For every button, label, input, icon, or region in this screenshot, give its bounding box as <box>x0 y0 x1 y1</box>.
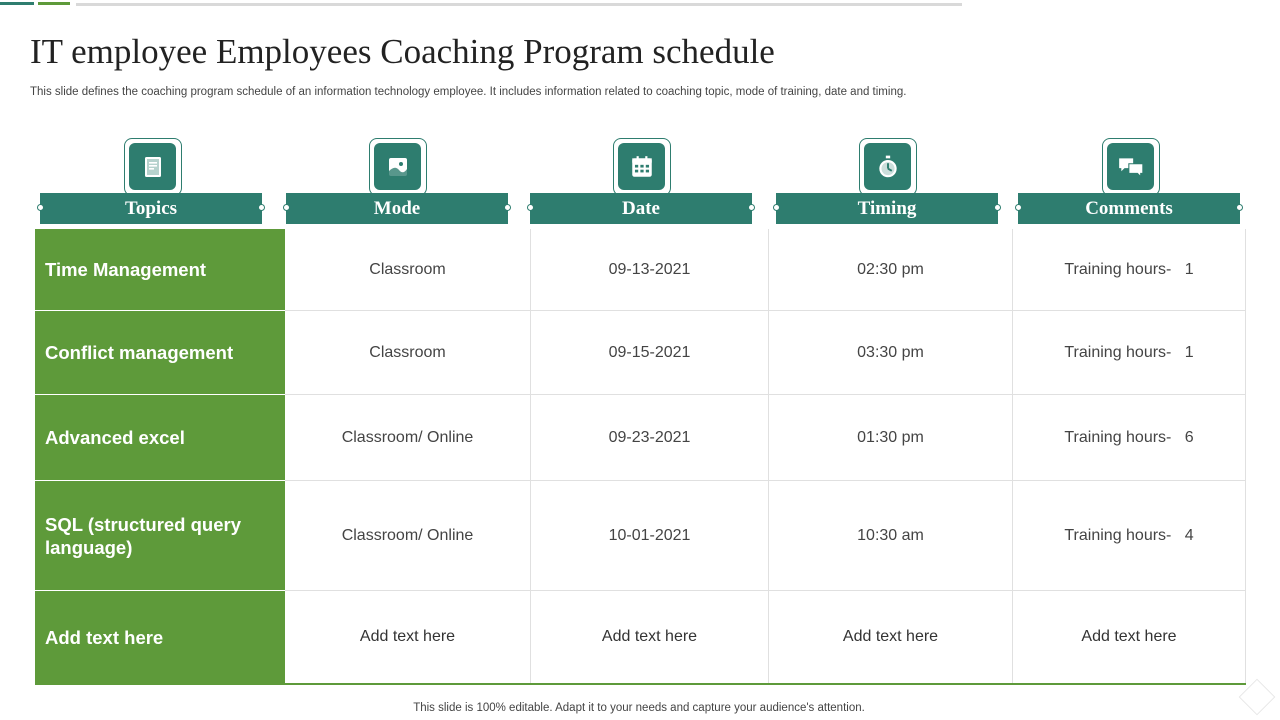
band-dot-right <box>748 204 755 211</box>
band-dot-left <box>773 204 780 211</box>
band-dot-left <box>283 204 290 211</box>
mode-cell: Classroom/ Online <box>285 481 531 591</box>
comment-cell: Training hours- 4 <box>1013 481 1246 591</box>
timing-cell: 02:30 pm <box>769 229 1013 311</box>
calendar-icon <box>618 143 665 190</box>
image-frame-icon <box>374 143 421 190</box>
comment-cell: Add text here <box>1013 591 1246 683</box>
timing-cell: 03:30 pm <box>769 311 1013 395</box>
timing-cell: 01:30 pm <box>769 395 1013 481</box>
column-label-comments: Comments <box>1018 193 1240 224</box>
band-dot-right <box>258 204 265 211</box>
column-label-mode: Mode <box>286 193 508 224</box>
date-cell: Add text here <box>531 591 769 683</box>
band-dot-left <box>1015 204 1022 211</box>
column-label-timing: Timing <box>776 193 998 224</box>
date-cell: 09-13-2021 <box>531 229 769 311</box>
table-row <box>35 591 1246 683</box>
column-header-comments <box>1018 138 1242 226</box>
date-cell: 09-15-2021 <box>531 311 769 395</box>
accent-segment-gray <box>76 3 962 6</box>
date-icon-frame <box>613 138 671 196</box>
table-row <box>35 229 1246 311</box>
slide-footer: This slide is 100% editable. Adapt it to your needs and capture your audience's attention. <box>413 702 865 714</box>
mode-cell: Classroom <box>285 229 531 311</box>
date-cell: 10-01-2021 <box>531 481 769 591</box>
column-header-mode <box>286 138 510 226</box>
comment-cell: Training hours- 6 <box>1013 395 1246 481</box>
date-cell: 09-23-2021 <box>531 395 769 481</box>
top-accent-bar <box>0 0 1280 6</box>
mode-cell: Classroom <box>285 311 531 395</box>
band-dot-right <box>1236 204 1243 211</box>
comments-icon-frame <box>1102 138 1160 196</box>
column-header-topics <box>40 138 264 226</box>
topic-cell: SQL (structured query language) <box>35 481 285 591</box>
column-label-topics: Topics <box>40 193 262 224</box>
notebook-icon <box>129 143 176 190</box>
table-row <box>35 311 1246 395</box>
topic-cell: Advanced excel <box>35 395 285 481</box>
mode-cell: Classroom/ Online <box>285 395 531 481</box>
accent-segment-green <box>38 2 70 5</box>
topics-icon-frame <box>124 138 182 196</box>
table-row <box>35 481 1246 591</box>
topic-cell: Time Management <box>35 229 285 311</box>
accent-segment-teal <box>0 2 34 5</box>
timing-icon-frame <box>859 138 917 196</box>
mode-cell: Add text here <box>285 591 531 683</box>
timing-cell: 10:30 am <box>769 481 1013 591</box>
column-header-date <box>530 138 754 226</box>
stopwatch-icon <box>864 143 911 190</box>
band-dot-left <box>37 204 44 211</box>
table-row <box>35 395 1246 481</box>
chat-bubbles-icon <box>1107 143 1154 190</box>
mode-icon-frame <box>369 138 427 196</box>
topic-cell: Conflict management <box>35 311 285 395</box>
schedule-table <box>35 229 1246 685</box>
column-header-timing <box>776 138 1000 226</box>
topic-cell: Add text here <box>35 591 285 683</box>
comment-cell: Training hours- 1 <box>1013 311 1246 395</box>
band-dot-left <box>527 204 534 211</box>
timing-cell: Add text here <box>769 591 1013 683</box>
band-dot-right <box>504 204 511 211</box>
slide-subtitle: This slide defines the coaching program schedule of an information technology employee. It includes information related to coaching topic, mode of training, date and timing. <box>30 86 907 98</box>
slide-title: IT employee Employees Coaching Program schedule <box>30 32 775 71</box>
comment-cell: Training hours- 1 <box>1013 229 1246 311</box>
column-label-date: Date <box>530 193 752 224</box>
band-dot-right <box>994 204 1001 211</box>
